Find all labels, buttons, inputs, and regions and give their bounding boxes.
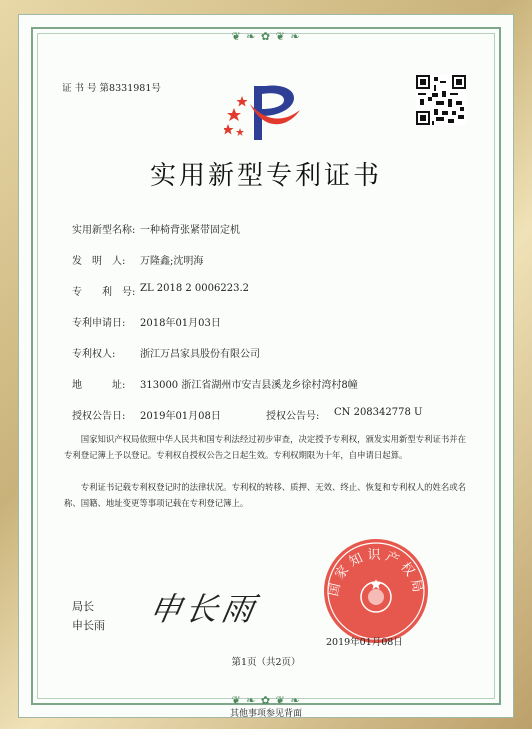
bottom-ornament: ❦ ❧ ✿ ❦ ❧ xyxy=(231,694,301,707)
top-ornament: ❦ ❧ ✿ ❦ ❧ xyxy=(231,30,301,43)
address: 313000 浙江省湖州市安吉县溪龙乡徐村湾村8幢 xyxy=(140,380,358,391)
statement-paragraph-1: 国家知识产权局依照中华人民共和国专利法经过初步审查，决定授予专利权，颁发实用新型专利证书并在专利登记簿上予以登记。专利权自授权公告之日起生效。专利权期限为十年，自申请日起算。 xyxy=(64,434,467,460)
official-seal xyxy=(320,535,432,647)
application-date: 2018年01月03日 xyxy=(140,318,221,329)
utility-model-name-label: 实用新型名称: xyxy=(72,225,136,236)
signer-title: 局长 xyxy=(72,600,94,613)
certificate-number: 证 书 号 第8331981号 xyxy=(62,83,161,94)
seal-date: 2019年01月08日 xyxy=(326,637,403,648)
seal-text: 国家知识产权局 xyxy=(326,548,426,598)
patent-number: ZL 2018 2 0006223.2 xyxy=(140,283,250,294)
application-date-label: 专利申请日: xyxy=(72,318,126,329)
qr-code xyxy=(416,75,466,125)
address-label: 地 址: xyxy=(72,380,126,391)
grant-date-label: 授权公告日: xyxy=(72,411,126,422)
grant-number: CN 208342778 U xyxy=(334,407,423,418)
inventor-label: 发 明 人: xyxy=(72,256,126,267)
patentee: 浙江万昌家具股份有限公司 xyxy=(140,349,260,360)
grant-date: 2019年01月08日 xyxy=(140,411,221,422)
statement-paragraph-2: 专利证书记载专利权登记时的法律状况。专利权的转移、质押、无效、终止、恢复和专利权人的姓名或名称、国籍、地址变更等事项记载在专利登记簿上。 xyxy=(64,482,467,508)
patent-office-logo xyxy=(224,80,304,142)
patent-number-label: 专 利 号: xyxy=(72,287,136,298)
handwritten-signature: 申长雨 xyxy=(146,590,262,628)
signer-name: 申长雨 xyxy=(72,619,105,632)
inventor-value: 万隆鑫;沈明海 xyxy=(140,256,204,267)
patentee-label: 专利权人: xyxy=(72,349,116,360)
certificate-title: 实用新型专利证书 xyxy=(149,161,382,191)
footer-note: 其他事项参见背面 xyxy=(229,709,302,719)
utility-model-name: 一种椅背张紧带固定机 xyxy=(140,225,240,236)
page-indicator: 第1页（共2页） xyxy=(231,657,301,668)
grant-number-label: 授权公告号: xyxy=(266,411,320,422)
